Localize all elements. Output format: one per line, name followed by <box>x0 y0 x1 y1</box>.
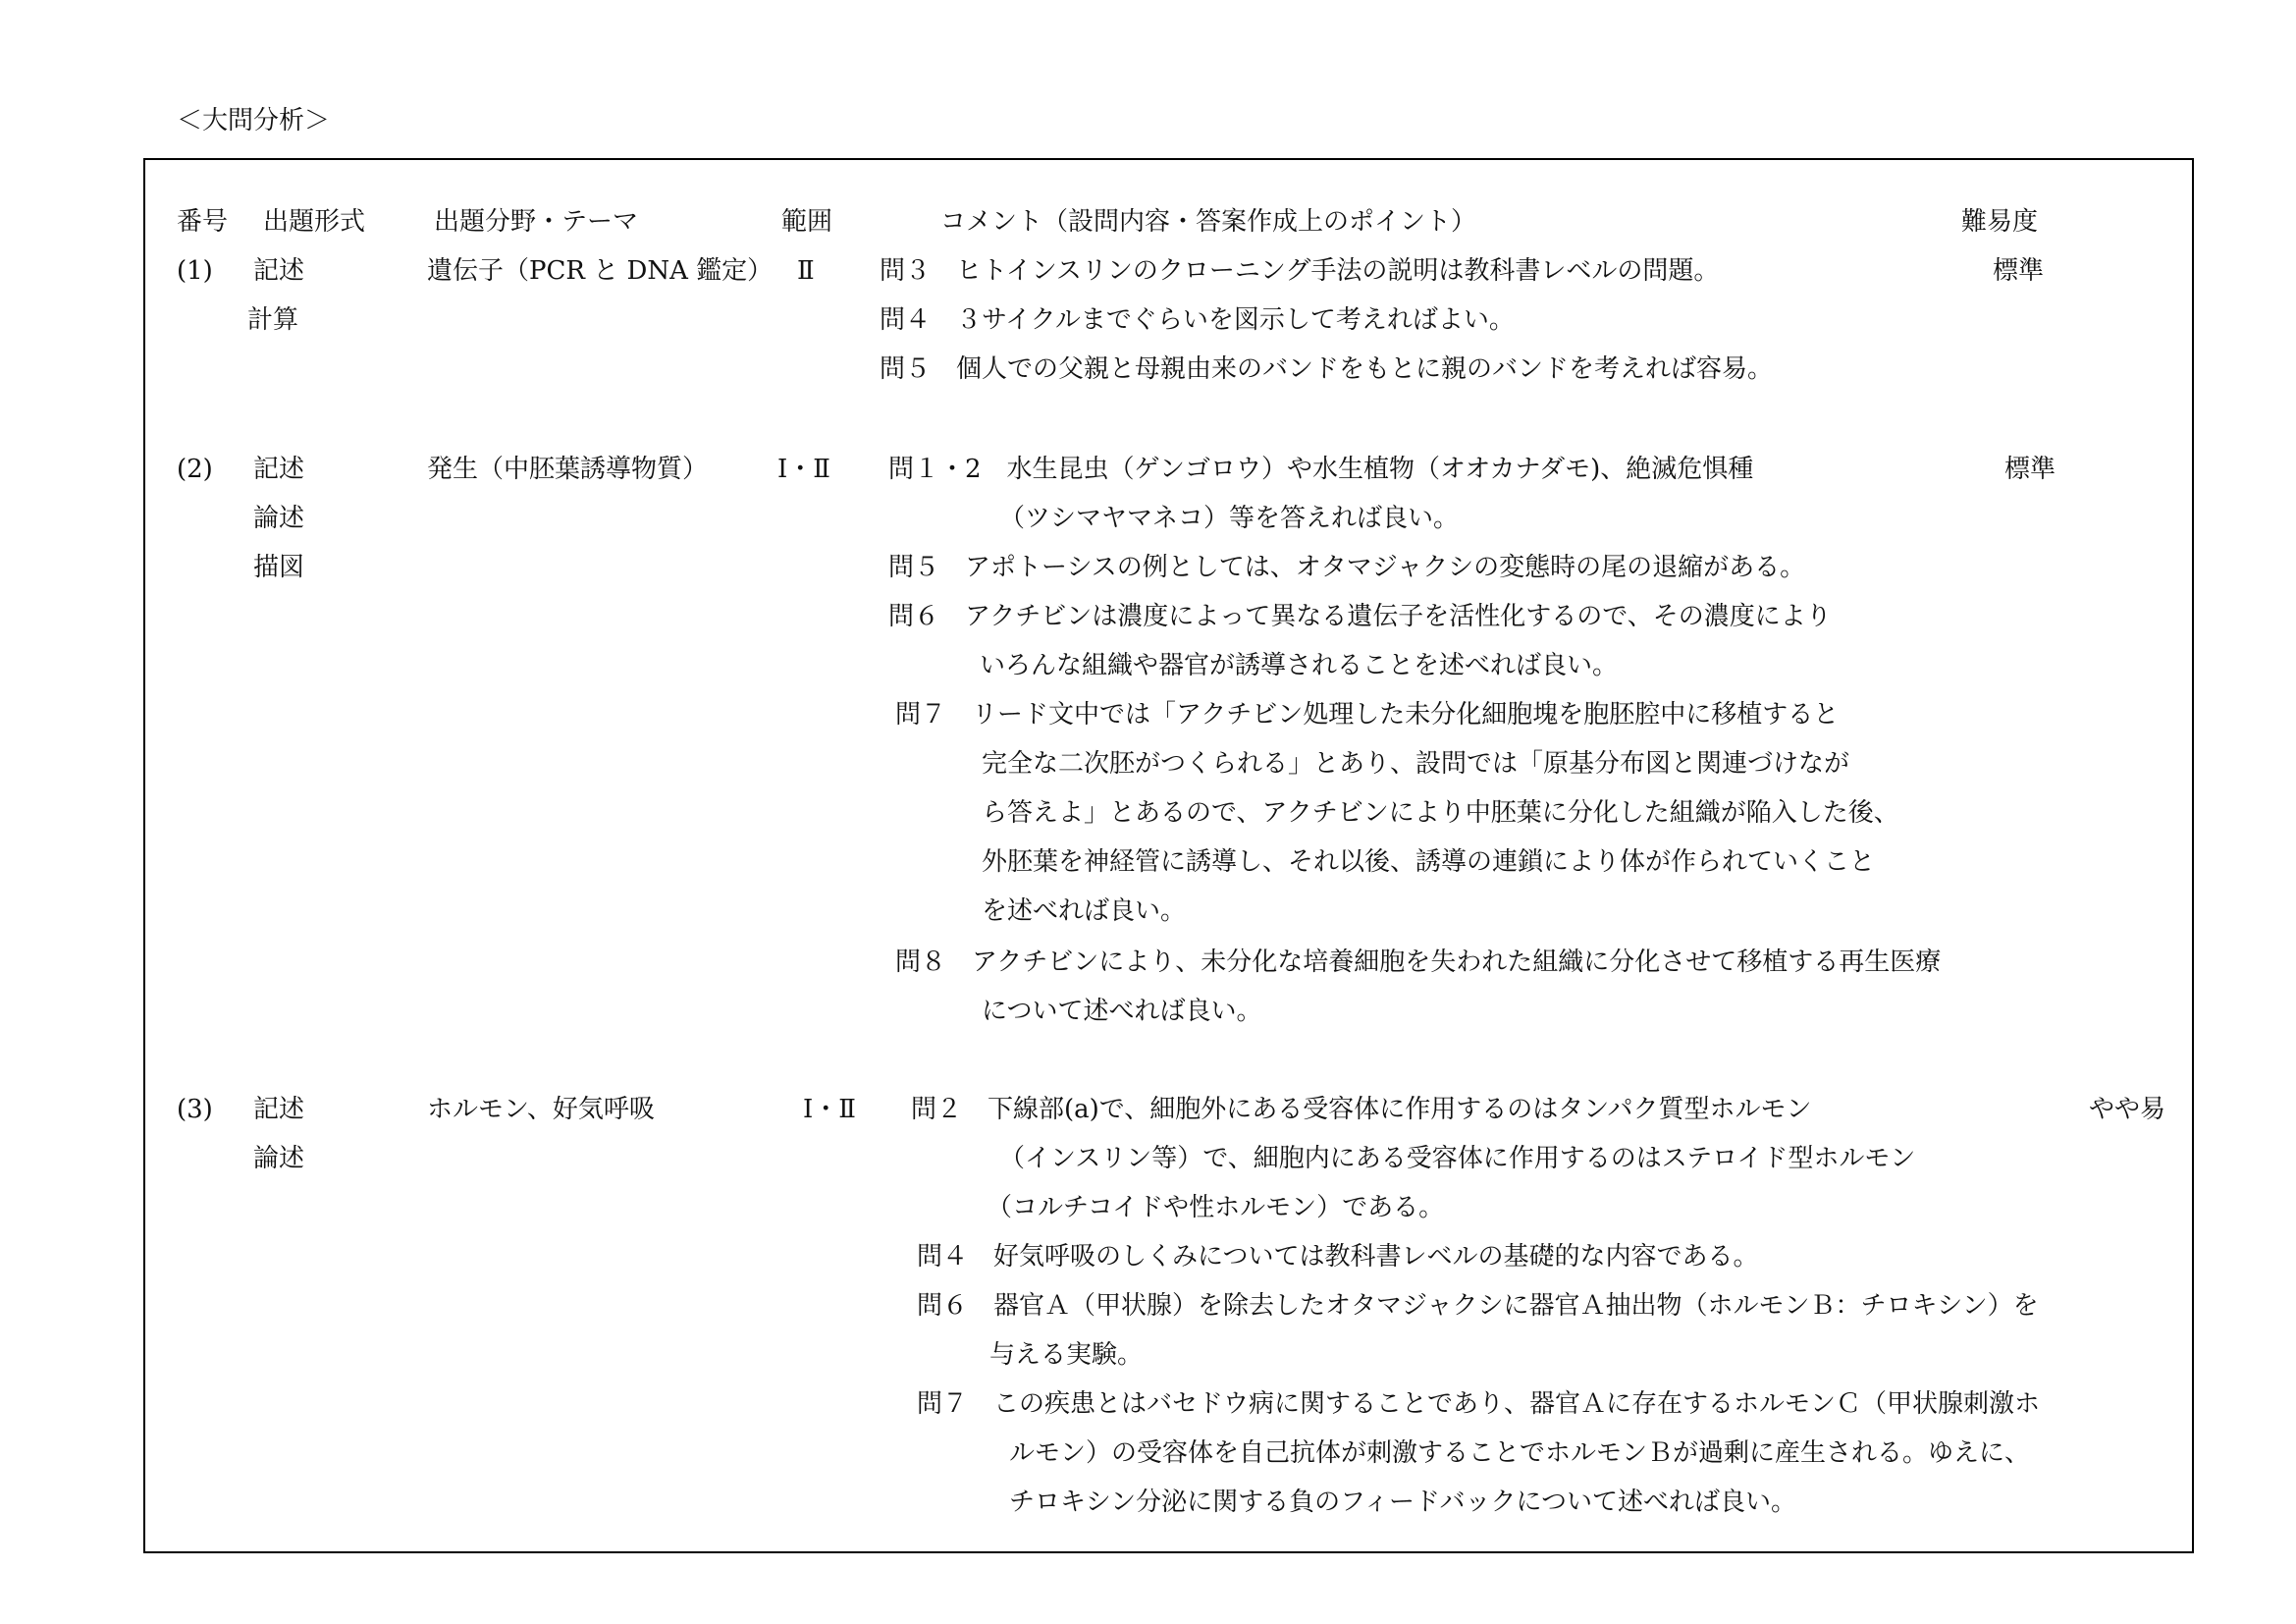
q3-comment-line: 問７ この疾患とはバセドウ病に関することであり、器官Ａに存在するホルモンＣ（甲状腺刺激ホ <box>917 1389 2041 1419</box>
q3-comment-line: ルモン）の受容体を自己抗体が刺激することでホルモンＢが過剰に産生される。ゆえに、 <box>1009 1438 2031 1468</box>
q3-comment-line: 問２ 下線部(a)で、細胞外にある受容体に作用するのはタンパク質型ホルモン <box>911 1095 1812 1124</box>
q2-comment-line: いろんな組織や器官が誘導されることを述べれば良い。 <box>980 651 1619 680</box>
q3-format: 記述 <box>253 1095 305 1124</box>
q2-comment-line: （ツシマヤマネコ）等を答えれば良い。 <box>999 504 1460 533</box>
q3-comment-line: 問４ 好気呼吸のしくみについては教科書レベルの基礎的な内容である。 <box>917 1242 1759 1272</box>
q2-format: 記述 <box>253 455 305 484</box>
q2-comment-line: 問５ アポトーシスの例としては、オタマジャクシの変態時の尾の退縮がある。 <box>888 553 1806 582</box>
q3-field: ホルモン、好気呼吸 <box>427 1095 655 1124</box>
q2-number: (2) <box>177 455 213 484</box>
q2-difficulty: 標準 <box>2004 455 2056 484</box>
q3-comment-line: チロキシン分泌に関する負のフィードバックについて述べれば良い。 <box>1009 1488 1796 1517</box>
q2-comment-line: 問７ リード文中では「アクチビン処理した未分化細胞塊を胞胚腔中に移植すると <box>895 700 1840 730</box>
header-comment: コメント（設問内容・答案作成上のポイント） <box>940 207 1477 237</box>
q2-field: 発生（中胚葉誘導物質） <box>427 455 709 484</box>
q2-comment-line: 問８ アクチビンにより、未分化な培養細胞を失われた組織に分化させて移植する再生医療 <box>895 947 1942 977</box>
q1-comment-line: 問４ ３サイクルまでぐらいを図示して考えればよい。 <box>880 305 1515 335</box>
q1-format: 計算 <box>247 305 299 335</box>
header-difficulty: 難易度 <box>1961 207 2039 237</box>
q1-difficulty: 標準 <box>1993 256 2045 286</box>
header-format: 出題形式 <box>263 207 366 237</box>
q2-comment-line: 外胚葉を神経管に誘導し、それ以後、誘導の連鎖により体が作られていくこと <box>982 847 1876 877</box>
q2-comment-line: ら答えよ」とあるので、アクチビンにより中胚葉に分化した組織が陥入した後、 <box>982 798 1899 828</box>
q1-range: Ⅱ <box>797 256 815 286</box>
q2-comment-line: について述べれば良い。 <box>982 997 1262 1026</box>
q2-format: 描図 <box>253 553 305 582</box>
q2-comment-line: を述べれば良い。 <box>982 896 1187 926</box>
q3-range: Ⅰ・Ⅱ <box>803 1095 856 1124</box>
q3-comment-line: （インスリン等）で、細胞内にある受容体に作用するのはステロイド型ホルモン <box>999 1144 1916 1173</box>
q3-comment-line: 与える実験。 <box>989 1340 1144 1370</box>
header-num: 番号 <box>177 207 229 237</box>
page-title: ＜大問分析＞ <box>177 106 331 135</box>
q2-range: Ⅰ・Ⅱ <box>777 455 830 484</box>
header-field: 出題分野・テーマ <box>434 207 639 237</box>
q1-comment-line: 問５ 個人での父親と母親由来のバンドをもとに親のバンドを考えれば容易。 <box>880 354 1774 384</box>
q2-format: 論述 <box>253 504 305 533</box>
q3-comment-line: （コルチコイドや性ホルモン）である。 <box>987 1193 1445 1222</box>
q3-difficulty: やや易 <box>2089 1095 2166 1124</box>
q1-number: (1) <box>177 256 213 286</box>
header-range: 範囲 <box>781 207 833 237</box>
q3-number: (3) <box>177 1095 213 1124</box>
q1-comment-line: 問３ ヒトインスリンのクローニング手法の説明は教科書レベルの問題。 <box>880 256 1720 286</box>
q2-comment-line: 問１・2 水生昆虫（ゲンゴロウ）や水生植物（オオカナダモ)、絶滅危惧種 <box>888 455 1754 484</box>
q2-comment-line: 完全な二次胚がつくられる」とあり、設問では「原基分布図と関連づけなが <box>982 749 1850 779</box>
q3-comment-line: 問６ 器官Ａ（甲状腺）を除去したオタマジャクシに器官Ａ抽出物（ホルモンＢ：チロキシン）を <box>917 1291 2039 1321</box>
q1-field: 遺伝子（PCR と DNA 鑑定） <box>427 256 774 286</box>
q2-comment-line: 問６ アクチビンは濃度によって異なる遺伝子を活性化するので、その濃度により <box>888 602 1832 631</box>
q3-format: 論述 <box>253 1144 305 1173</box>
q1-format: 記述 <box>253 256 305 286</box>
